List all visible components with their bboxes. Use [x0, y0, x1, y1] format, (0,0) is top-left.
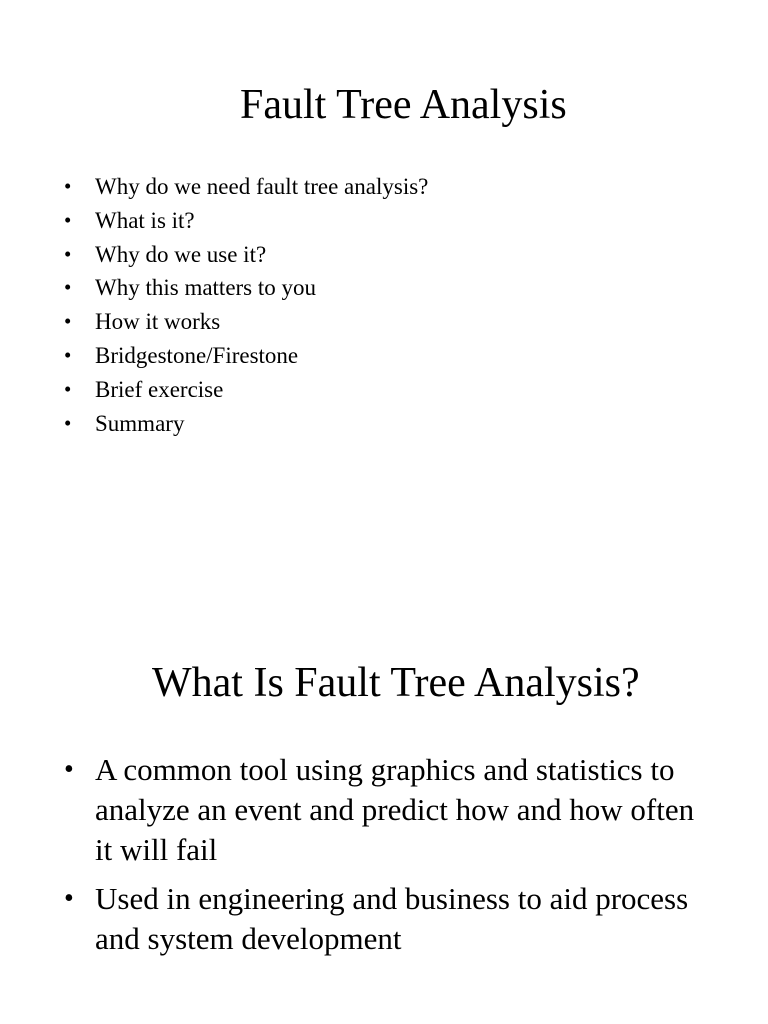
slide-1-bullet-list — [64, 170, 714, 440]
bullet-dot-icon: • — [64, 275, 72, 300]
bullet-dot-icon: • — [64, 207, 72, 232]
list-item-text: A common tool using graphics and statistics to analyze an event and predict how and how often it will fail — [95, 752, 695, 867]
list-item-text: Why do we need fault tree analysis? — [95, 174, 429, 199]
bullet-dot-icon: • — [64, 241, 72, 266]
list-item-text: What is it? — [95, 207, 195, 233]
list-item — [64, 204, 714, 238]
list-item-text: Why this matters to you — [95, 275, 317, 301]
bullet-dot-icon: • — [64, 309, 72, 334]
bullet-dot-icon: • — [64, 342, 72, 367]
list-item-text: Summary — [95, 410, 185, 436]
list-item — [64, 750, 714, 870]
bullet-dot-icon: • — [64, 376, 72, 401]
list-item — [64, 339, 714, 373]
list-item — [64, 305, 714, 339]
list-item-text: Brief exercise — [95, 376, 224, 402]
slide-2-title: What Is Fault Tree Analysis? — [152, 660, 640, 706]
bullet-dot-icon: • — [64, 883, 74, 914]
slide-1-title: Fault Tree Analysis — [240, 82, 567, 128]
bullet-dot-icon: • — [64, 754, 74, 785]
list-item — [64, 407, 714, 441]
list-item — [64, 238, 714, 272]
list-item-text: How it works — [95, 309, 221, 335]
list-item-text: Why do we use it? — [95, 241, 267, 267]
list-item — [64, 271, 714, 305]
list-item — [64, 879, 714, 959]
list-item — [64, 373, 714, 407]
bullet-dot-icon: • — [64, 410, 72, 435]
slide-2-bullet-list — [64, 750, 714, 968]
bullet-dot-icon: • — [64, 174, 72, 198]
list-item-text: Bridgestone/Firestone — [95, 342, 299, 368]
slide-2 — [0, 512, 768, 1024]
list-item-text: Used in engineering and business to aid process and system development — [95, 881, 689, 956]
list-item — [64, 170, 714, 204]
